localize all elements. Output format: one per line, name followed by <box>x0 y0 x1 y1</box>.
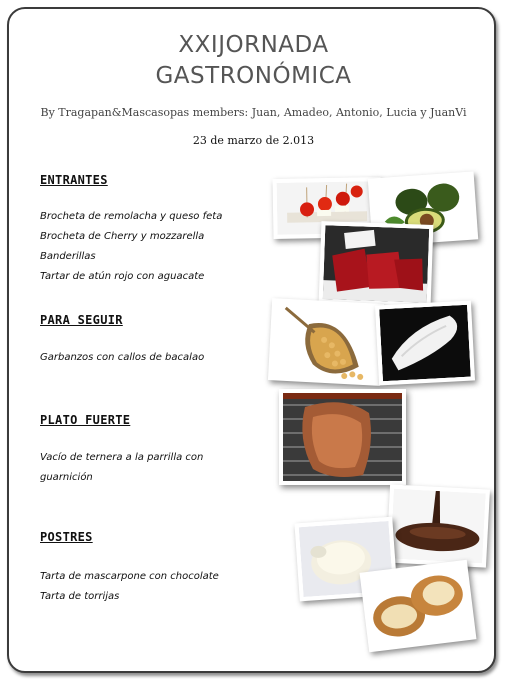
menu-item: Vacío de ternera a la parrilla con <box>40 452 204 463</box>
section-heading-para-seguir: PARA SEGUIR <box>40 313 123 327</box>
menu-item: Garbanzos con callos de bacalao <box>40 352 205 363</box>
title-line-1: XXIJORNADA <box>178 32 329 58</box>
section-heading-postres: POSTRES <box>40 530 93 544</box>
menu-item: Tarta de mascarpone con chocolate <box>40 571 219 582</box>
menu-item: Banderillas <box>40 251 96 262</box>
title-line-2: GASTRONÓMICA <box>155 63 352 89</box>
photo-cod <box>375 301 475 386</box>
photo-torrijas <box>360 560 477 653</box>
menu-title <box>0 30 507 92</box>
menu-item: guarnición <box>40 472 93 483</box>
menu-item: Brocheta de remolacha y queso feta <box>40 211 223 222</box>
photo-chickpeas <box>268 298 384 386</box>
section-items-plato-fuerte <box>40 448 203 488</box>
section-items-postres <box>40 567 219 607</box>
section-heading-plato-fuerte: PLATO FUERTE <box>40 413 131 427</box>
section-items-para-seguir <box>40 348 204 368</box>
menu-item: Tarta de torrijas <box>40 591 120 602</box>
menu-item: Tartar de atún rojo con aguacate <box>40 271 205 282</box>
menu-item: Brocheta de Cherry y mozzarella <box>40 231 205 242</box>
photo-tuna <box>319 221 434 307</box>
photo-chocolate <box>386 484 490 567</box>
section-heading-entrantes: ENTRANTES <box>40 173 108 187</box>
section-items-entrantes <box>40 207 222 287</box>
photo-grilled-beef <box>279 389 406 485</box>
byline: By Tragapan&Mascasopas members: Juan, Amadeo, Antonio, Lucia y JuanVi <box>40 106 467 119</box>
event-date: 23 de marzo de 2.013 <box>192 134 315 147</box>
